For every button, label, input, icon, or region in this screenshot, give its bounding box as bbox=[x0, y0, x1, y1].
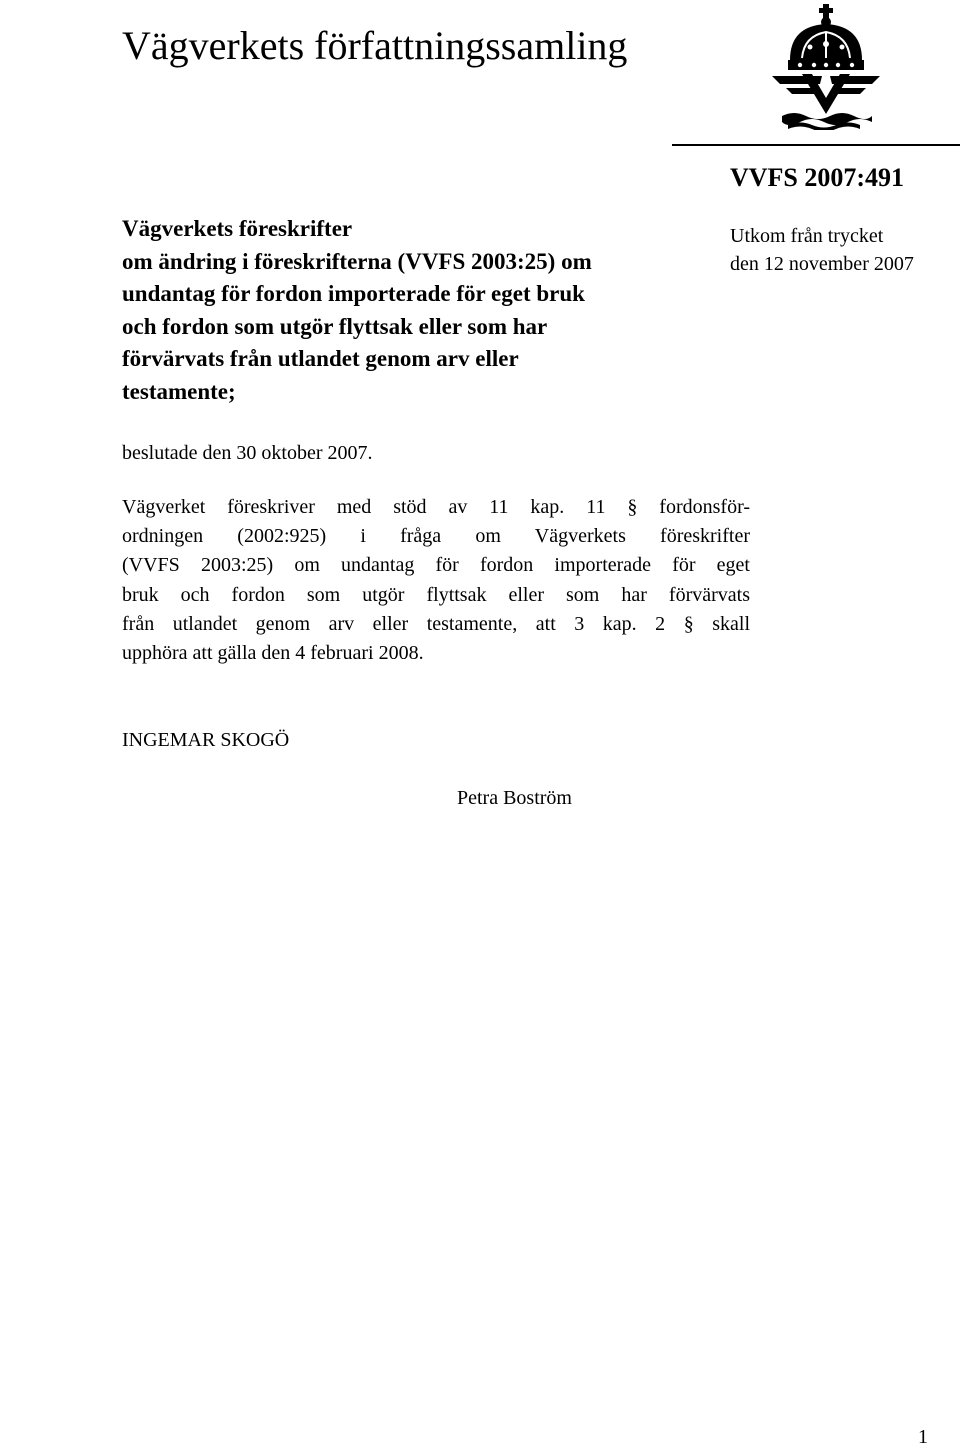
regulation-body bbox=[122, 493, 750, 668]
heading-line: om ändring i föreskrifterna (VVFS 2003:25) om bbox=[122, 248, 592, 274]
body-line: Vägverket föreskriver med stöd av 11 kap. 11 § fordonsför- bbox=[122, 496, 750, 518]
page-number: 1 bbox=[918, 1426, 928, 1448]
decision-date: beslutade den 30 oktober 2007. bbox=[122, 442, 373, 464]
publication-date bbox=[730, 222, 914, 278]
crown-emblem-icon bbox=[772, 2, 880, 130]
regulation-heading bbox=[122, 213, 702, 409]
series-title: Vägverkets författningssamling bbox=[122, 23, 628, 68]
published-line-2: den 12 november 2007 bbox=[730, 253, 914, 275]
signature-primary: INGEMAR SKOGÖ bbox=[122, 729, 290, 751]
body-line: (VVFS 2003:25) om undantag för fordon importerade för eget bbox=[122, 554, 750, 577]
heading-line: testamente; bbox=[122, 378, 236, 404]
document-number: VVFS 2007:491 bbox=[730, 163, 905, 192]
heading-line: undantag för fordon importerade för eget bruk bbox=[122, 281, 585, 307]
signature-secondary: Petra Boström bbox=[457, 787, 572, 809]
body-line: från utlandet genom arv eller testamente, att 3 kap. 2 § skall bbox=[122, 612, 750, 635]
body-line: ordningen (2002:925) i fråga om Vägverkets föreskrifter bbox=[122, 525, 750, 548]
heading-line: och fordon som utgör flyttsak eller som har bbox=[122, 313, 548, 339]
heading-line: Vägverkets föreskrifter bbox=[122, 216, 353, 241]
body-line: bruk och fordon som utgör flyttsak eller som har förvärvats bbox=[122, 583, 750, 606]
heading-line: förvärvats från utlandet genom arv eller bbox=[122, 346, 519, 372]
body-line: upphöra att gälla den 4 februari 2008. bbox=[122, 641, 424, 664]
published-line-1: Utkom från trycket bbox=[730, 225, 884, 247]
header-divider bbox=[672, 144, 960, 146]
